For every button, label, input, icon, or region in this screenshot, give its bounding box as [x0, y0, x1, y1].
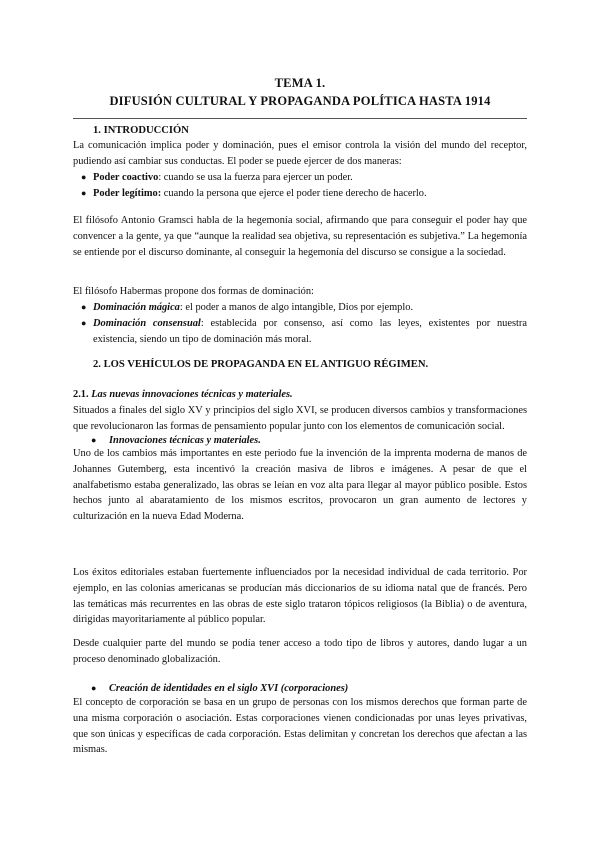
section-heading-vehiculos: 2. LOS VEHÍCULOS DE PROPAGANDA EN EL ANTIGUO RÉGIMEN.: [93, 359, 429, 370]
paragraph: Desde cualquier parte del mundo se podía tener acceso a todo tipo de libros y autores, dando lugar a un proceso denominado globalización.: [73, 638, 527, 665]
list-item: [81, 316, 527, 348]
bullet-icon: ●: [91, 435, 97, 445]
list-item-label: Dominación mágica: [93, 302, 180, 313]
document-title: DIFUSIÓN CULTURAL Y PROPAGANDA POLÍTICA HASTA 1914: [109, 94, 491, 108]
paragraph: El concepto de corporación se basa en un grupo de personas con los mismos derechos que forman parte de una misma corporación o asociación. Estas corporaciones vienen condicionadas por unas leyes privativas, que son únicas y específicas de cada corporación. Estas delimitan y concretan los derechos que afectan a las mismas.: [73, 697, 527, 756]
paragraph: Situados a finales del siglo XV y principios del siglo XVI, se producen diversos cambios y transformaciones que revolucionaron las formas de pensamiento popular junto con los elementos de comunicación social.: [73, 405, 527, 432]
subsection-number: 2.1.: [73, 389, 92, 400]
bullet-heading-text: Innovaciones técnicas y materiales.: [109, 435, 261, 446]
paragraph: La comunicación implica poder y dominación, pues el emisor controla la visión del mundo del receptor, pudiendo así cambiar sus conductas. El poder se puede ejercer de dos maneras:: [73, 140, 527, 167]
list-item-text: cuando la persona que ejerce el poder tiene derecho de hacerlo.: [161, 188, 427, 199]
subsection-heading: [73, 389, 293, 400]
list-item-text: : el poder a manos de algo intangible, Dios por ejemplo.: [179, 302, 414, 313]
bullet-icon: ●: [81, 172, 87, 182]
list-item: [81, 186, 527, 202]
bullet-heading-text: Creación de identidades en el siglo XVI (corporaciones): [109, 683, 349, 694]
list-item-label: Poder legítimo:: [93, 188, 162, 199]
bullet-icon: ●: [91, 683, 97, 693]
list-item-label: Poder coactivo: [93, 172, 159, 183]
subsection-title: Las nuevas innovaciones técnicas y materiales.: [91, 389, 293, 400]
list-item: [81, 300, 527, 316]
list-item: [81, 170, 527, 186]
paragraph: El filósofo Habermas propone dos formas de dominación:: [73, 286, 314, 297]
bullet-icon: ●: [81, 318, 87, 328]
bullet-icon: ●: [81, 188, 87, 198]
paragraph: Los éxitos editoriales estaban fuertemente influenciados por la necesidad individual de cada territorio. Por ejemplo, en las colonias americanas se producían más diccionarios de su idioma natal que de francés. Pero las temáticas más recurrentes en las obras de este siglo trataron tópicos religiosos (la Biblia) o de aventura, dirigidas mayoritariamente al público popular.: [73, 567, 527, 626]
section-heading-introduccion: 1. INTRODUCCIÓN: [93, 125, 189, 136]
title-divider: [73, 118, 527, 119]
list-item-text: : cuando se usa la fuerza para ejercer un poder.: [158, 172, 353, 183]
bullet-icon: ●: [81, 302, 87, 312]
paragraph: Uno de los cambios más importantes en este periodo fue la invención de la imprenta moderna de manos de Johannes Gutemberg, esta incentivó la creación masiva de libros e imágenes. A pesar de que el analfabetismo estaba generalizado, las obras se leían en voz alta para llegar al mayor público posible. Estos hechos junto al abaratamiento de los mismos escritos, provocaron un gran aumento de lectores y culturización en la nueva Edad Moderna.: [73, 448, 527, 523]
list-item-label: Dominación consensual: [93, 318, 201, 329]
list-item-text: : establecida por consenso, así como las leyes, existentes por nuestra existencia, siendo un tipo de dominación más moral.: [93, 318, 527, 345]
document-title-number: TEMA 1.: [274, 76, 326, 90]
paragraph: El filósofo Antonio Gramsci habla de la hegemonía social, afirmando que para conseguir el poder hay que convencer a la gente, ya que “aunque la realidad sea objetiva, su representación es subjetiva.” La hegemonía se entiende por el discurso dominante, al conseguir la hegemonía del discurso se consigue a la sociedad.: [73, 215, 527, 258]
